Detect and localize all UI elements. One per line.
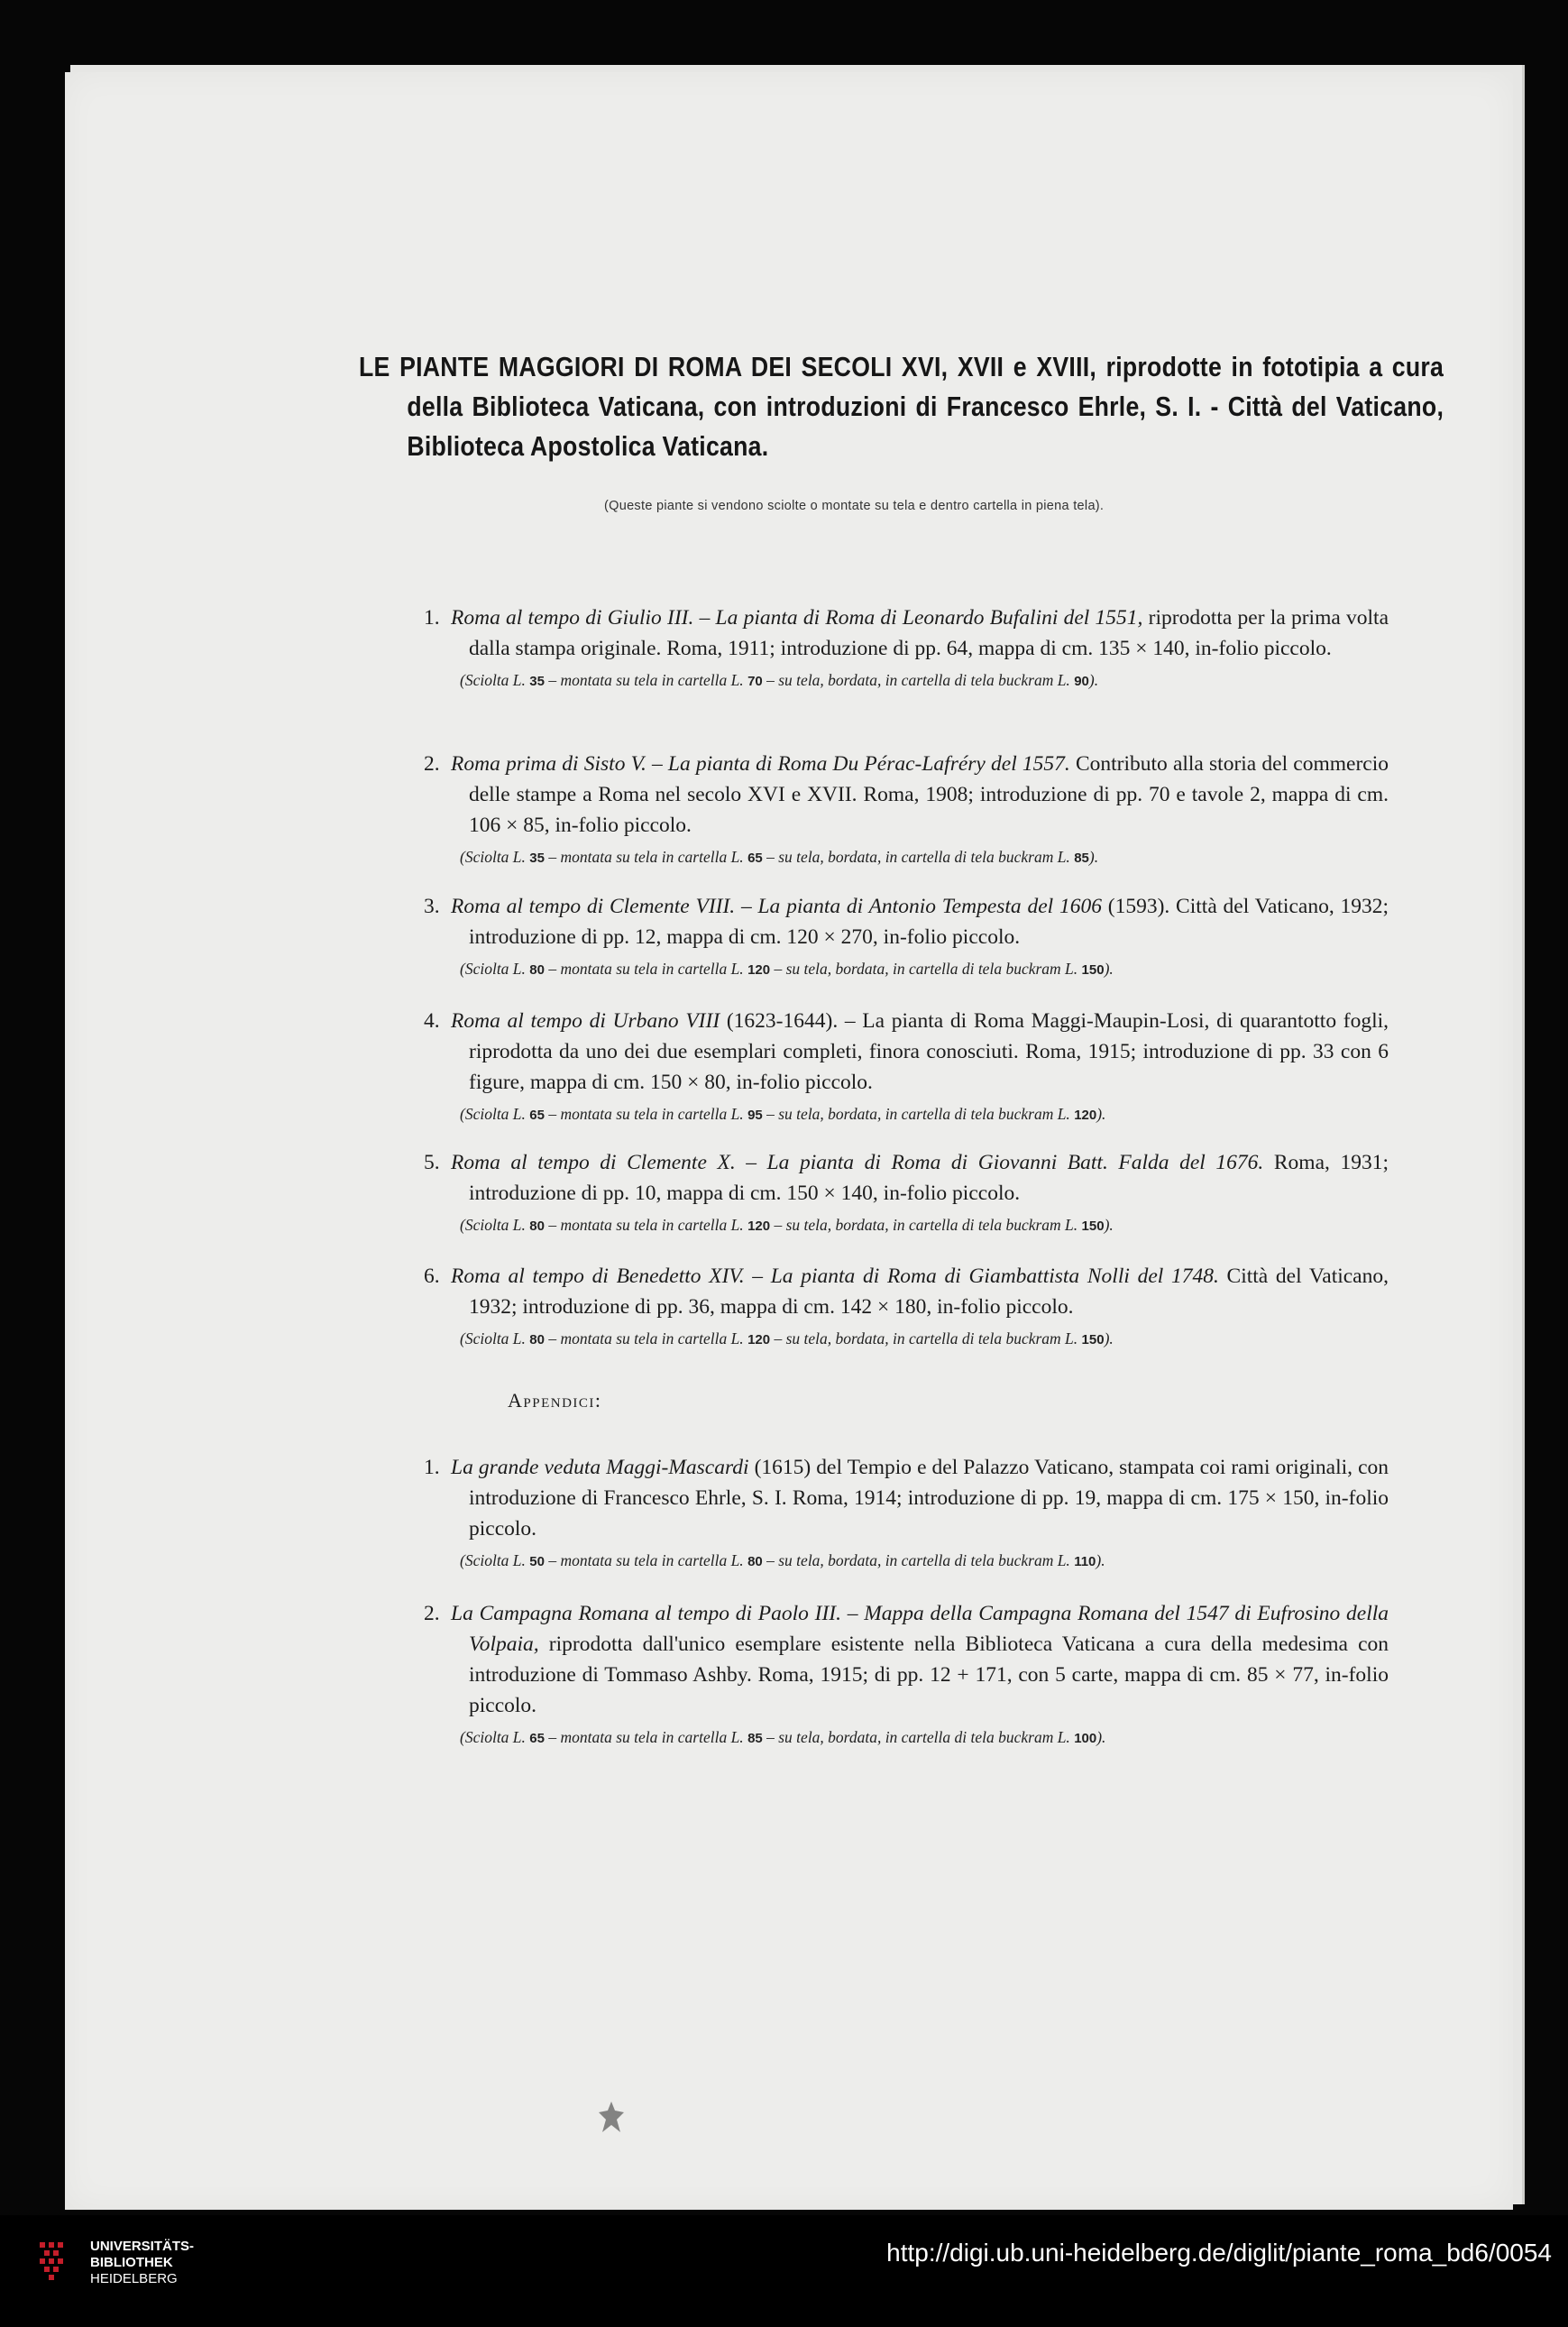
printer-mark-icon	[595, 2100, 628, 2136]
institution-line: UNIVERSITÄTS-	[90, 2239, 195, 2254]
entry-title: Roma al tempo di Clemente X. – La pianta di Roma di Giovanni Batt. Falda del 1676.	[451, 1151, 1264, 1174]
entry-number: 2.	[424, 1602, 440, 1625]
entry-number: 6.	[424, 1265, 440, 1288]
entry-number: 1.	[424, 606, 440, 630]
entry-list	[424, 749, 1389, 871]
price-line: (Sciolta L. 65 – montata su tela in cartella L. 85 – su tela, bordata, in cartella di tela buckram L. 100).	[460, 1728, 1106, 1746]
price-line: (Sciolta L. 35 – montata su tela in cartella L. 70 – su tela, bordata, in cartella di tela buckram L. 90).	[460, 671, 1099, 689]
entry-body: (1615) del Tempio e del Palazzo Vaticano, stampata coi rami originali, con introduzione di Francesco Ehrle, S. I. Roma, 1914; introduzione di pp. 19, mappa di cm. 175 × 150, in-folio piccolo.	[469, 1456, 1389, 1541]
appendix-list	[424, 1598, 1389, 1752]
appendici-heading: Appendici:	[508, 1389, 602, 1412]
entry-title: Roma al tempo di Benedetto XIV. – La pianta di Roma di Giambattista Nolli del 1748.	[451, 1265, 1219, 1288]
price-line: (Sciolta L. 80 – montata su tela in cartella L. 120 – su tela, bordata, in cartella di tela buckram L. 150).	[460, 1329, 1114, 1347]
entry-title: La Campagna Romana al tempo di Paolo III. – Mappa della Campagna Romana del 1547 di Eufrosino della Volpaia,	[451, 1602, 1389, 1656]
entry-number: 2.	[424, 752, 440, 776]
entry-number: 3.	[424, 895, 440, 918]
entry-title: La grande veduta Maggi-Mascardi	[451, 1456, 749, 1479]
entry-list	[424, 1147, 1389, 1239]
entry-title: Roma al tempo di Clemente VIII. – La pianta di Antonio Tempesta del 1606	[451, 895, 1102, 918]
viewer-footer	[0, 2215, 1568, 2327]
list-item	[424, 1006, 1389, 1128]
university-logo-icon	[36, 2237, 81, 2291]
entry-body: (1623-1644). – La pianta di Roma Maggi-Maupin-Losi, di quarantotto fogli, riprodotta da uno dei due esemplari completi, finora conosciuti. Roma, 1915; introduzione di pp. 33 con 6 figure, mappa di cm. 150 × 80, in-folio piccolo.	[469, 1009, 1389, 1094]
entry-number: 5.	[424, 1151, 440, 1174]
price-line: (Sciolta L. 35 – montata su tela in cartella L. 65 – su tela, bordata, in cartella di tela buckram L. 85).	[460, 848, 1099, 866]
entry-number: 4.	[424, 1009, 440, 1033]
entry-body: riprodotta per la prima volta dalla stampa originale. Roma, 1911; introduzione di pp. 64, mappa di cm. 135 × 140, in-folio piccolo.	[469, 606, 1389, 660]
price-line: (Sciolta L. 80 – montata su tela in cartella L. 120 – su tela, bordata, in cartella di tela buckram L. 150).	[460, 960, 1114, 978]
entry-body: riprodotta dall'unico esemplare esistente nella Biblioteca Vaticana a cura della medesima con introduzione di Tommaso Ashby. Roma, 1915; di pp. 12 + 171, con 5 carte, mappa di cm. 85 × 77, in-folio piccolo.	[469, 1633, 1389, 1717]
entry-list	[424, 602, 1389, 694]
list-item	[424, 749, 1389, 871]
entry-body: (1593). Città del Vaticano, 1932; introduzione di pp. 12, mappa di cm. 120 × 270, in-folio piccolo.	[469, 895, 1389, 949]
entry-body: Città del Vaticano, 1932; introduzione di pp. 36, mappa di cm. 142 × 180, in-folio piccolo.	[469, 1265, 1389, 1319]
entry-body: Roma, 1931; introduzione di pp. 10, mappa di cm. 150 × 140, in-folio piccolo.	[469, 1151, 1389, 1205]
sale-note: (Queste piante si vendono sciolte o montate su tela e dentro cartella in piena tela).	[604, 499, 1105, 513]
list-item	[424, 1261, 1389, 1353]
institution-line: HEIDELBERG	[90, 2271, 178, 2286]
list-item	[424, 1452, 1389, 1575]
appendix-list	[424, 1452, 1389, 1575]
institution-name	[90, 2239, 194, 2287]
list-item	[424, 1598, 1389, 1752]
list-item	[424, 602, 1389, 694]
entry-title: Roma prima di Sisto V. – La pianta di Roma Du Pérac-Lafréry del 1557.	[451, 752, 1070, 776]
entry-list	[424, 1261, 1389, 1353]
entry-number: 1.	[424, 1456, 440, 1479]
list-item	[424, 1147, 1389, 1239]
price-line: (Sciolta L. 65 – montata su tela in cartella L. 95 – su tela, bordata, in cartella di tela buckram L. 120).	[460, 1105, 1106, 1123]
entry-body: Contributo alla storia del commercio delle stampe a Roma nel secolo XVI e XVII. Roma, 1908; introduzione di pp. 70 e tavole 2, mappa di cm. 106 × 85, in-folio piccolo.	[469, 752, 1389, 837]
price-line: (Sciolta L. 50 – montata su tela in cartella L. 80 – su tela, bordata, in cartella di tela buckram L. 110).	[460, 1551, 1105, 1569]
entry-list	[424, 891, 1389, 983]
entry-title: Roma al tempo di Giulio III. – La pianta di Roma di Leonardo Bufalini del 1551,	[451, 606, 1143, 630]
entry-title: Roma al tempo di Urbano VIII	[451, 1009, 720, 1033]
catalog-heading: LE PIANTE MAGGIORI DI ROMA DEI SECOLI XVI, XVII e XVIII, riprodotte in fototipia a cura della Biblioteca Vaticana, con introduzioni di Francesco Ehrle, S. I. - Città del Vaticano, Biblioteca Apostolica Vaticana.	[359, 351, 1444, 462]
permalink-url[interactable]: http://digi.ub.uni-heidelberg.de/diglit/piante_roma_bd6/0054	[886, 2239, 1552, 2267]
institution-line: BIBLIOTHEK	[90, 2255, 173, 2270]
list-item	[424, 891, 1389, 983]
price-line: (Sciolta L. 80 – montata su tela in cartella L. 120 – su tela, bordata, in cartella di tela buckram L. 150).	[460, 1216, 1114, 1234]
entry-list	[424, 1006, 1389, 1128]
